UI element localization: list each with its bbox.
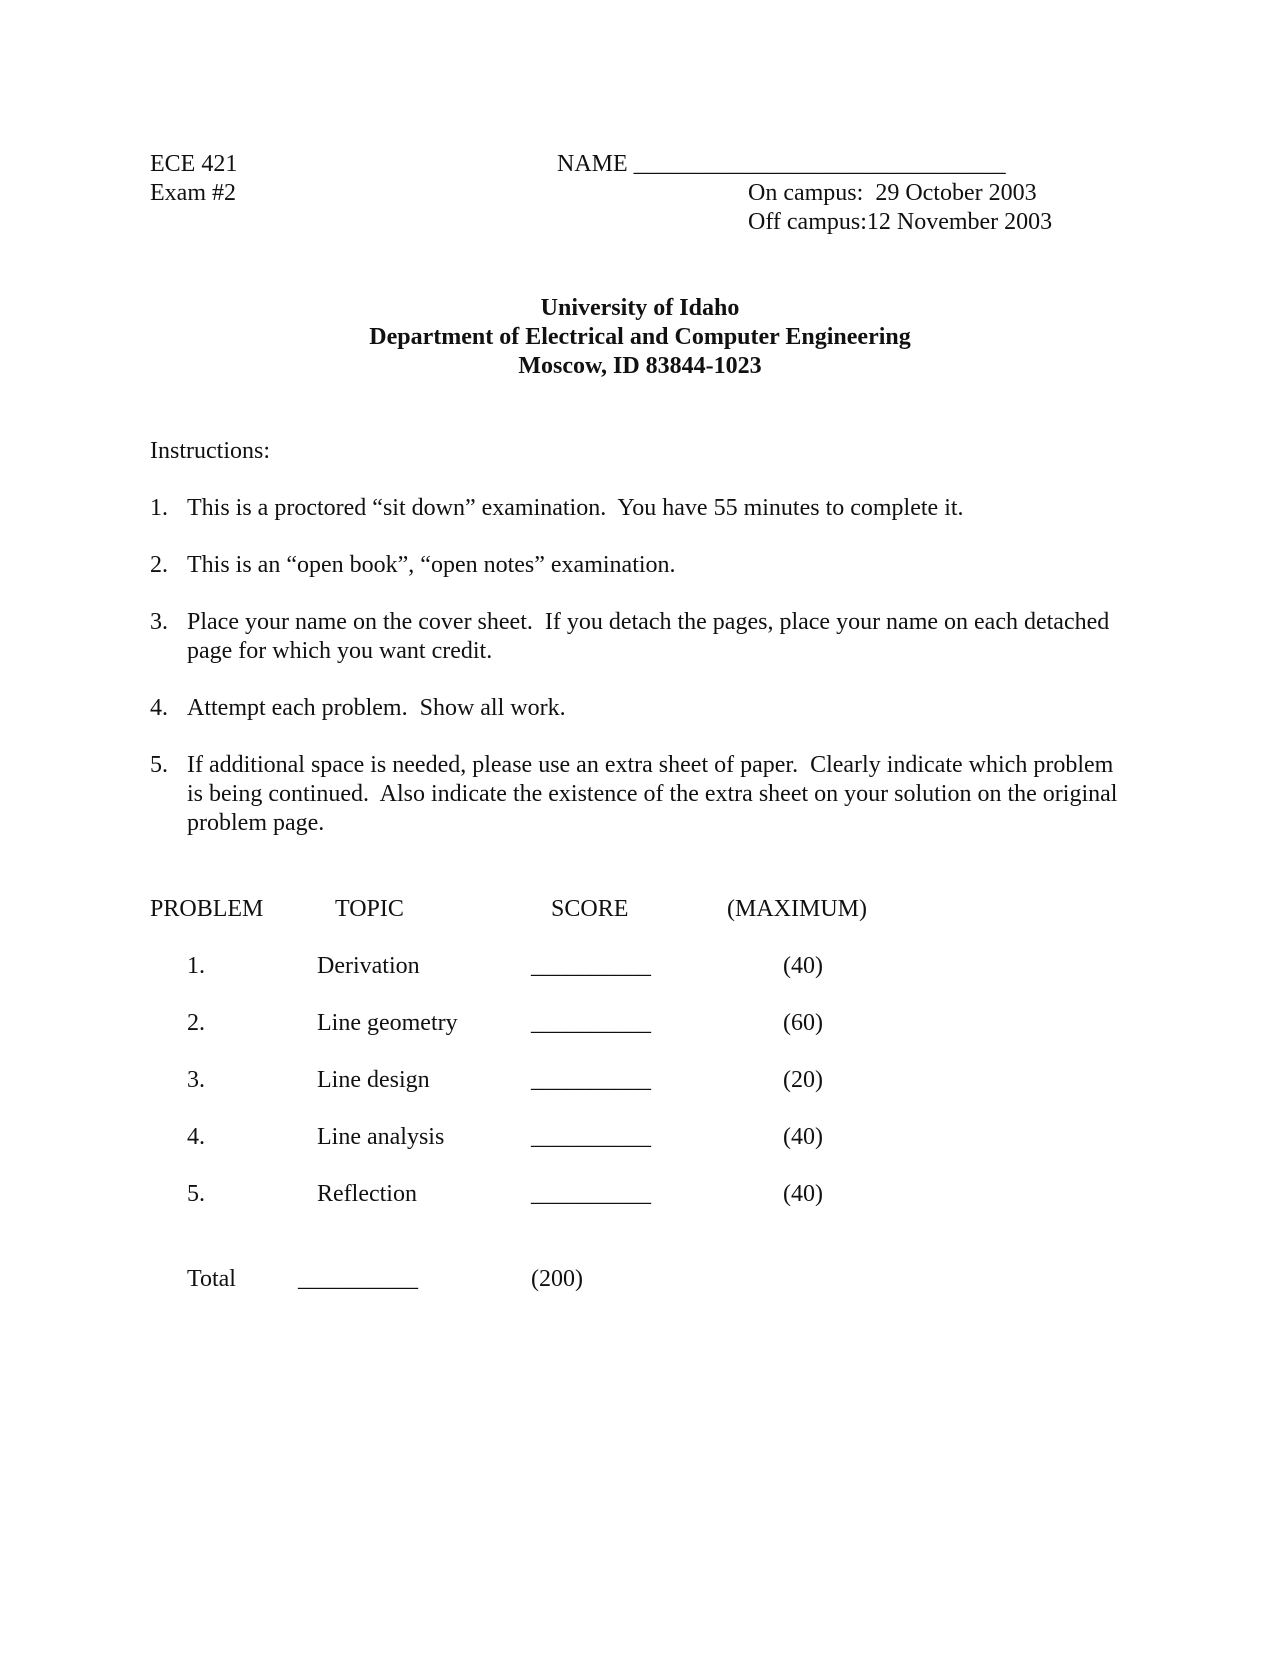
total-blank[interactable]: __________	[298, 1266, 418, 1292]
total-label: Total	[187, 1266, 236, 1292]
on-campus-date: On campus: 29 October 2003	[748, 180, 1037, 206]
off-campus-date: Off campus:12 November 2003	[748, 209, 1053, 235]
score-blank[interactable]: __________	[531, 1010, 651, 1036]
instruction-text: If additional space is needed, please use an extra sheet of paper. Clearly indicate which problem	[187, 752, 1114, 778]
score-blank[interactable]: __________	[531, 1067, 651, 1093]
instruction-text: is being continued. Also indicate the existence of the extra sheet on your solution on the original	[187, 781, 1118, 807]
problem-maximum: (20)	[783, 1067, 823, 1093]
instruction-number: 3.	[150, 609, 168, 635]
instruction-text: problem page.	[187, 810, 325, 836]
name-label: NAME	[557, 151, 634, 177]
instruction-text: page for which you want credit.	[187, 638, 493, 664]
problem-topic: Reflection	[317, 1181, 417, 1207]
name-blank: _______________________________	[633, 151, 1006, 177]
instruction-number: 2.	[150, 552, 168, 578]
instruction-number: 1.	[150, 495, 168, 521]
department-name: Department of Electrical and Computer Engineering	[369, 324, 911, 350]
problem-number: 5.	[187, 1181, 205, 1207]
score-blank[interactable]: __________	[531, 1124, 651, 1150]
score-blank[interactable]: __________	[531, 953, 651, 979]
instructions-title: Instructions:	[150, 438, 270, 464]
problem-number: 3.	[187, 1067, 205, 1093]
problem-topic: Line design	[317, 1067, 430, 1093]
problem-topic: Line geometry	[317, 1010, 458, 1036]
problem-number: 2.	[187, 1010, 205, 1036]
address: Moscow, ID 83844-1023	[518, 353, 762, 379]
instruction-text: This is a proctored “sit down” examination. You have 55 minutes to complete it.	[187, 495, 964, 521]
instruction-text: Attempt each problem. Show all work.	[187, 695, 566, 721]
header-topic: TOPIC	[335, 896, 404, 922]
problem-topic: Derivation	[317, 953, 420, 979]
instruction-number: 5.	[150, 752, 168, 778]
problem-topic: Line analysis	[317, 1124, 445, 1150]
exam-number: Exam #2	[150, 180, 236, 206]
university-name: University of Idaho	[540, 295, 740, 321]
instruction-number: 4.	[150, 695, 168, 721]
problem-maximum: (60)	[783, 1010, 823, 1036]
problem-maximum: (40)	[783, 953, 823, 979]
instruction-text: Place your name on the cover sheet. If you detach the pages, place your name on each detached	[187, 609, 1110, 635]
instruction-text: This is an “open book”, “open notes” examination.	[187, 552, 676, 578]
score-blank[interactable]: __________	[531, 1181, 651, 1207]
total-maximum: (200)	[531, 1266, 583, 1292]
name-field[interactable]	[557, 150, 1006, 179]
header-score: SCORE	[551, 896, 629, 922]
header-problem: PROBLEM	[150, 896, 264, 922]
problem-maximum: (40)	[783, 1181, 823, 1207]
problem-maximum: (40)	[783, 1124, 823, 1150]
problem-number: 1.	[187, 953, 205, 979]
problem-number: 4.	[187, 1124, 205, 1150]
course-code: ECE 421	[150, 151, 238, 177]
header-maximum: (MAXIMUM)	[727, 896, 867, 922]
